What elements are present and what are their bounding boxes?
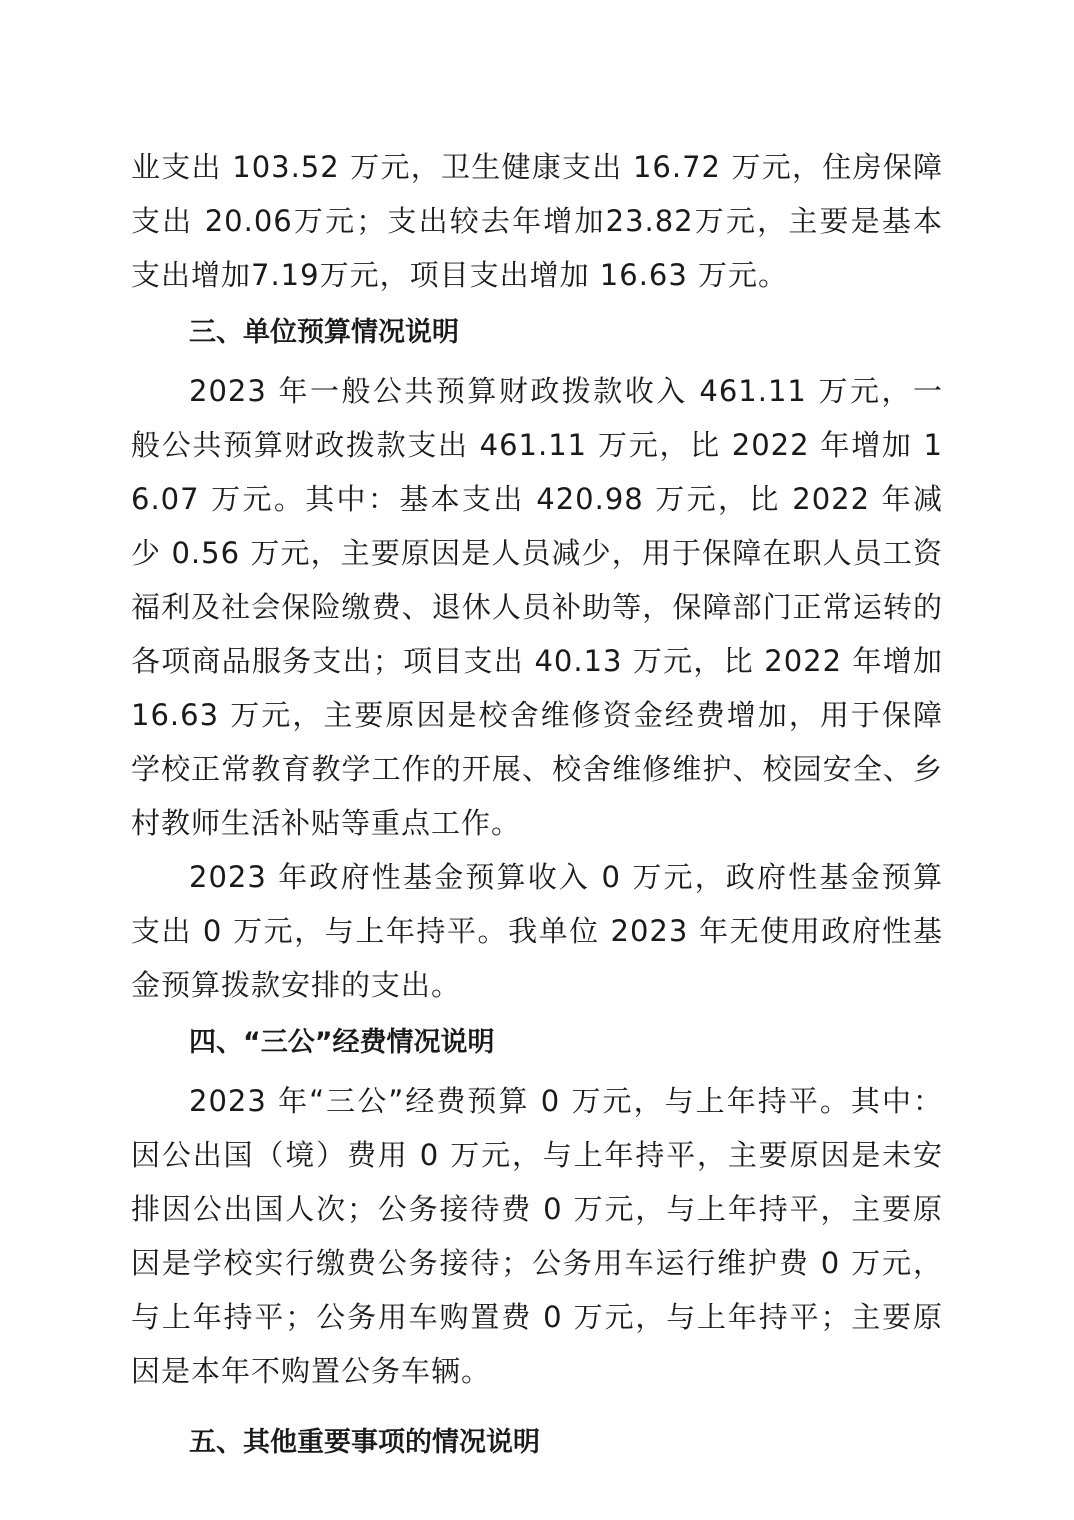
heading-three-public-expenses: 四、“三公”经费情况说明 bbox=[189, 1027, 495, 1058]
paragraph-three-public-expenses: 2023 年“三公”经费预算 0 万元，与上年持平。其中：因公出国（境）费用 0 万元，与上年持平，主要原因是未安排因公出国人次；公务接待费 0 万元，与上年持平，主要原因是学校实行缴费公务接待；公务用车运行维护费 0 万元，与上年持平；公务用车购置费 0 万元，与上年持平；主要原因是本年不购置公务车辆。 bbox=[131, 1084, 943, 1388]
heading-unit-budget: 三、单位预算情况说明 bbox=[189, 317, 459, 348]
paragraph-general-budget: 2023 年一般公共预算财政拨款收入 461.11 万元，一般公共预算财政拨款支出 461.11 万元，比 2022 年增加 16.07 万元。其中：基本支出 420.98 万元，比 2022 年减少 0.56 万元，主要原因是人员减少，用于保障在职人员工资福利及社会保险缴费、退休人员补助等，保障部门正常运转的各项商品服务支出；项目支出 40.13 万元，比 2022 年增加 16.63 万元，主要原因是校舍维修资金经费增加，用于保障学校正常教育教学工作的开展、校舍维修维护、校园安全、乡村教师生活补贴等重点工作。 bbox=[131, 374, 943, 840]
document-body bbox=[131, 140, 943, 1474]
heading-other-matters: 五、其他重要事项的情况说明 bbox=[189, 1427, 540, 1458]
paragraph-government-fund: 2023 年政府性基金预算收入 0 万元，政府性基金预算支出 0 万元，与上年持平。我单位 2023 年无使用政府性基金预算拨款安排的支出。 bbox=[131, 860, 943, 1002]
paragraph-expenditure-continued: 业支出 103.52 万元，卫生健康支出 16.72 万元，住房保障支出 20.06万元；支出较去年增加23.82万元，主要是基本支出增加7.19万元，项目支出增加 16.63 万元。 bbox=[131, 150, 943, 292]
